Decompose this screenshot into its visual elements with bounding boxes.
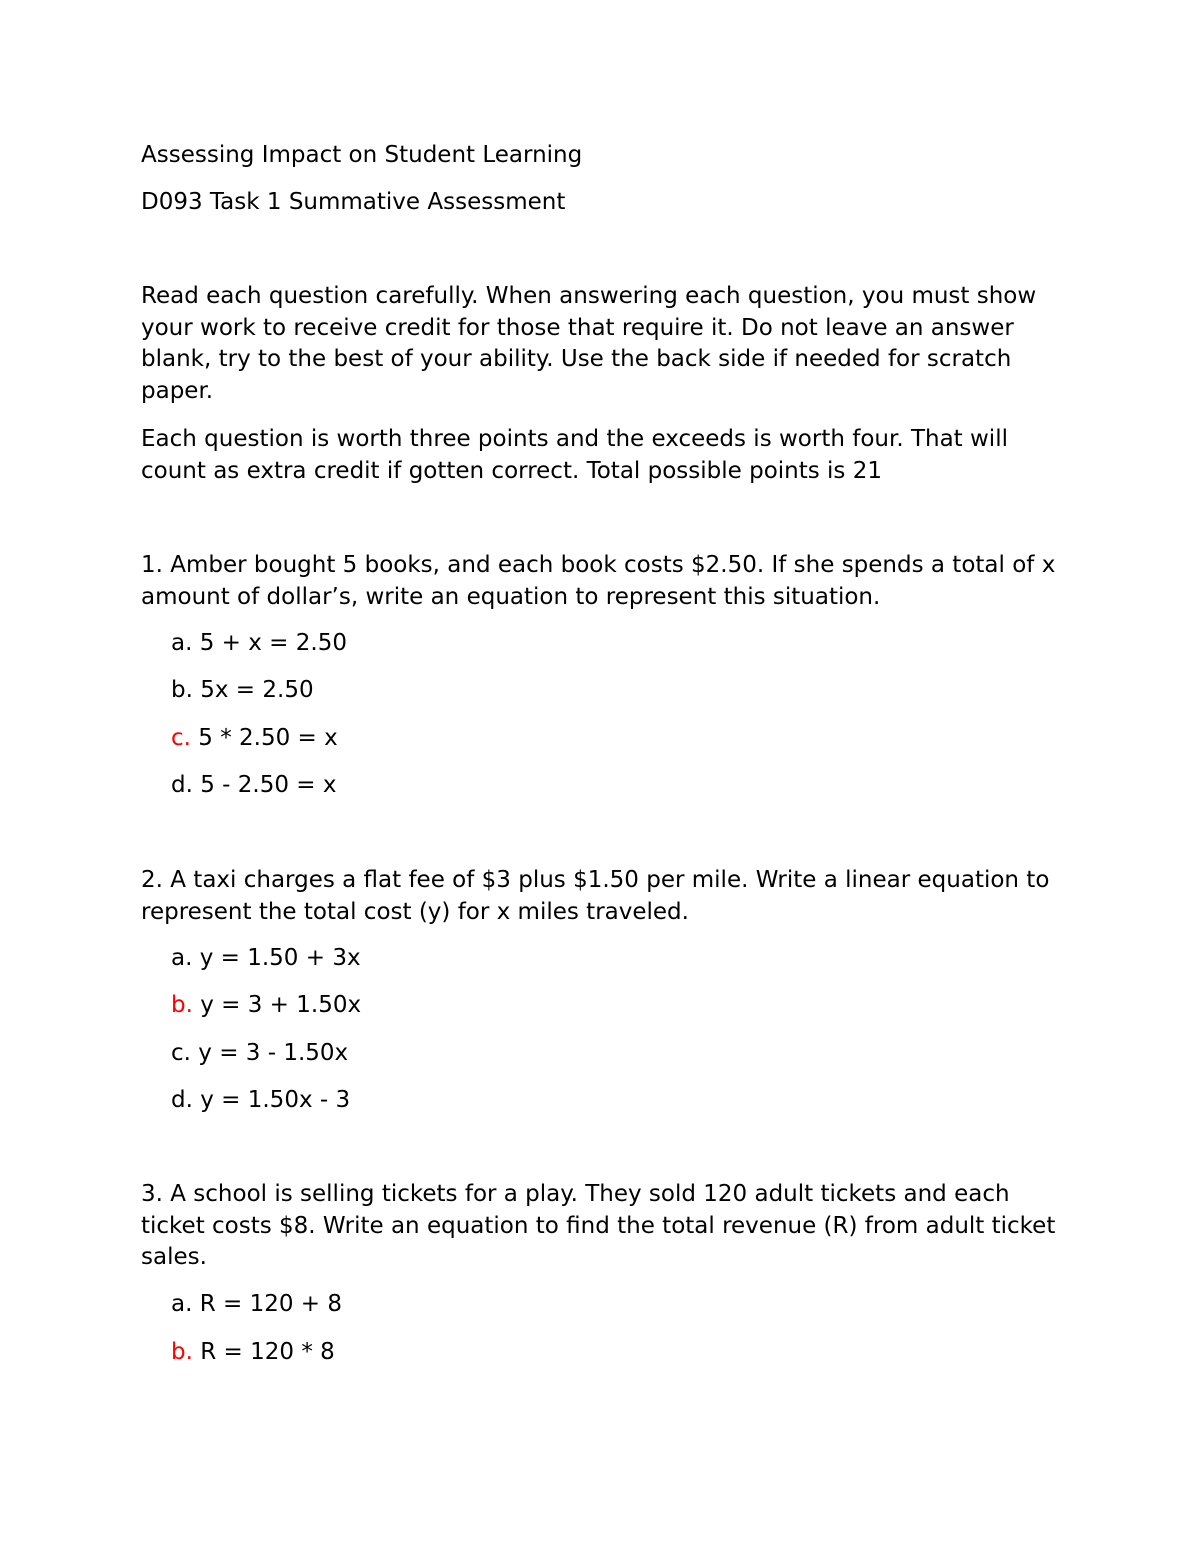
question-prompt: 1. Amber bought 5 books, and each book costs $2.50. If she spends a total of x amount of dollar’s, write an equation to represent this situation. [141, 552, 1056, 610]
answer-option-marked [171, 1337, 335, 1369]
answer-option [171, 943, 361, 975]
option-letter-marked: c. [171, 725, 191, 751]
option-letter: c. [171, 1040, 191, 1066]
instructions-paragraph-2: Each question is worth three points and the exceeds is worth four. That will count as extra credit if gotten correct. Total possible points is 21 [141, 426, 1008, 484]
answer-option-marked [171, 990, 361, 1022]
option-text: 5 * 2.50 = x [198, 725, 338, 751]
option-letter-marked: b. [171, 1339, 193, 1365]
answer-option-marked [171, 723, 338, 755]
option-text: y = 3 + 1.50x [200, 992, 362, 1018]
answer-option [171, 1085, 350, 1117]
option-text: y = 1.50x - 3 [200, 1087, 351, 1113]
option-letter: d. [171, 1087, 193, 1113]
answer-option [171, 1289, 342, 1321]
question-prompt: 2. A taxi charges a flat fee of $3 plus $1.50 per mile. Write a linear equation to represent the total cost (y) for x miles traveled. [141, 867, 1050, 925]
option-letter: d. [171, 772, 193, 798]
instructions-paragraph-1: Read each question carefully. When answering each question, you must show your work to receive credit for those that require it. Do not leave an answer blank, try to the best of your ability. Use the back side if needed for scratch paper. [141, 283, 1037, 404]
answer-option [171, 1038, 348, 1070]
option-letter: a. [171, 630, 193, 656]
option-text: 5 - 2.50 = x [200, 772, 337, 798]
option-text: y = 1.50 + 3x [199, 945, 361, 971]
option-letter: a. [171, 945, 193, 971]
option-text: R = 120 * 8 [200, 1339, 335, 1365]
answer-option [171, 628, 347, 660]
option-text: 5 + x = 2.50 [199, 630, 347, 656]
option-text: 5x = 2.50 [200, 677, 314, 703]
option-text: R = 120 + 8 [199, 1291, 343, 1317]
option-letter: a. [171, 1291, 193, 1317]
option-text: y = 3 - 1.50x [198, 1040, 349, 1066]
answer-option [171, 770, 337, 802]
course-title: Assessing Impact on Student Learning [141, 142, 583, 168]
option-letter-marked: b. [171, 992, 193, 1018]
question-prompt: 3. A school is selling tickets for a play. They sold 120 adult tickets and each ticket costs $8. Write an equation to find the total revenue (R) from adult ticket sales. [141, 1181, 1056, 1270]
option-letter: b. [171, 677, 193, 703]
answer-option [171, 675, 314, 707]
task-title: D093 Task 1 Summative Assessment [141, 189, 566, 215]
